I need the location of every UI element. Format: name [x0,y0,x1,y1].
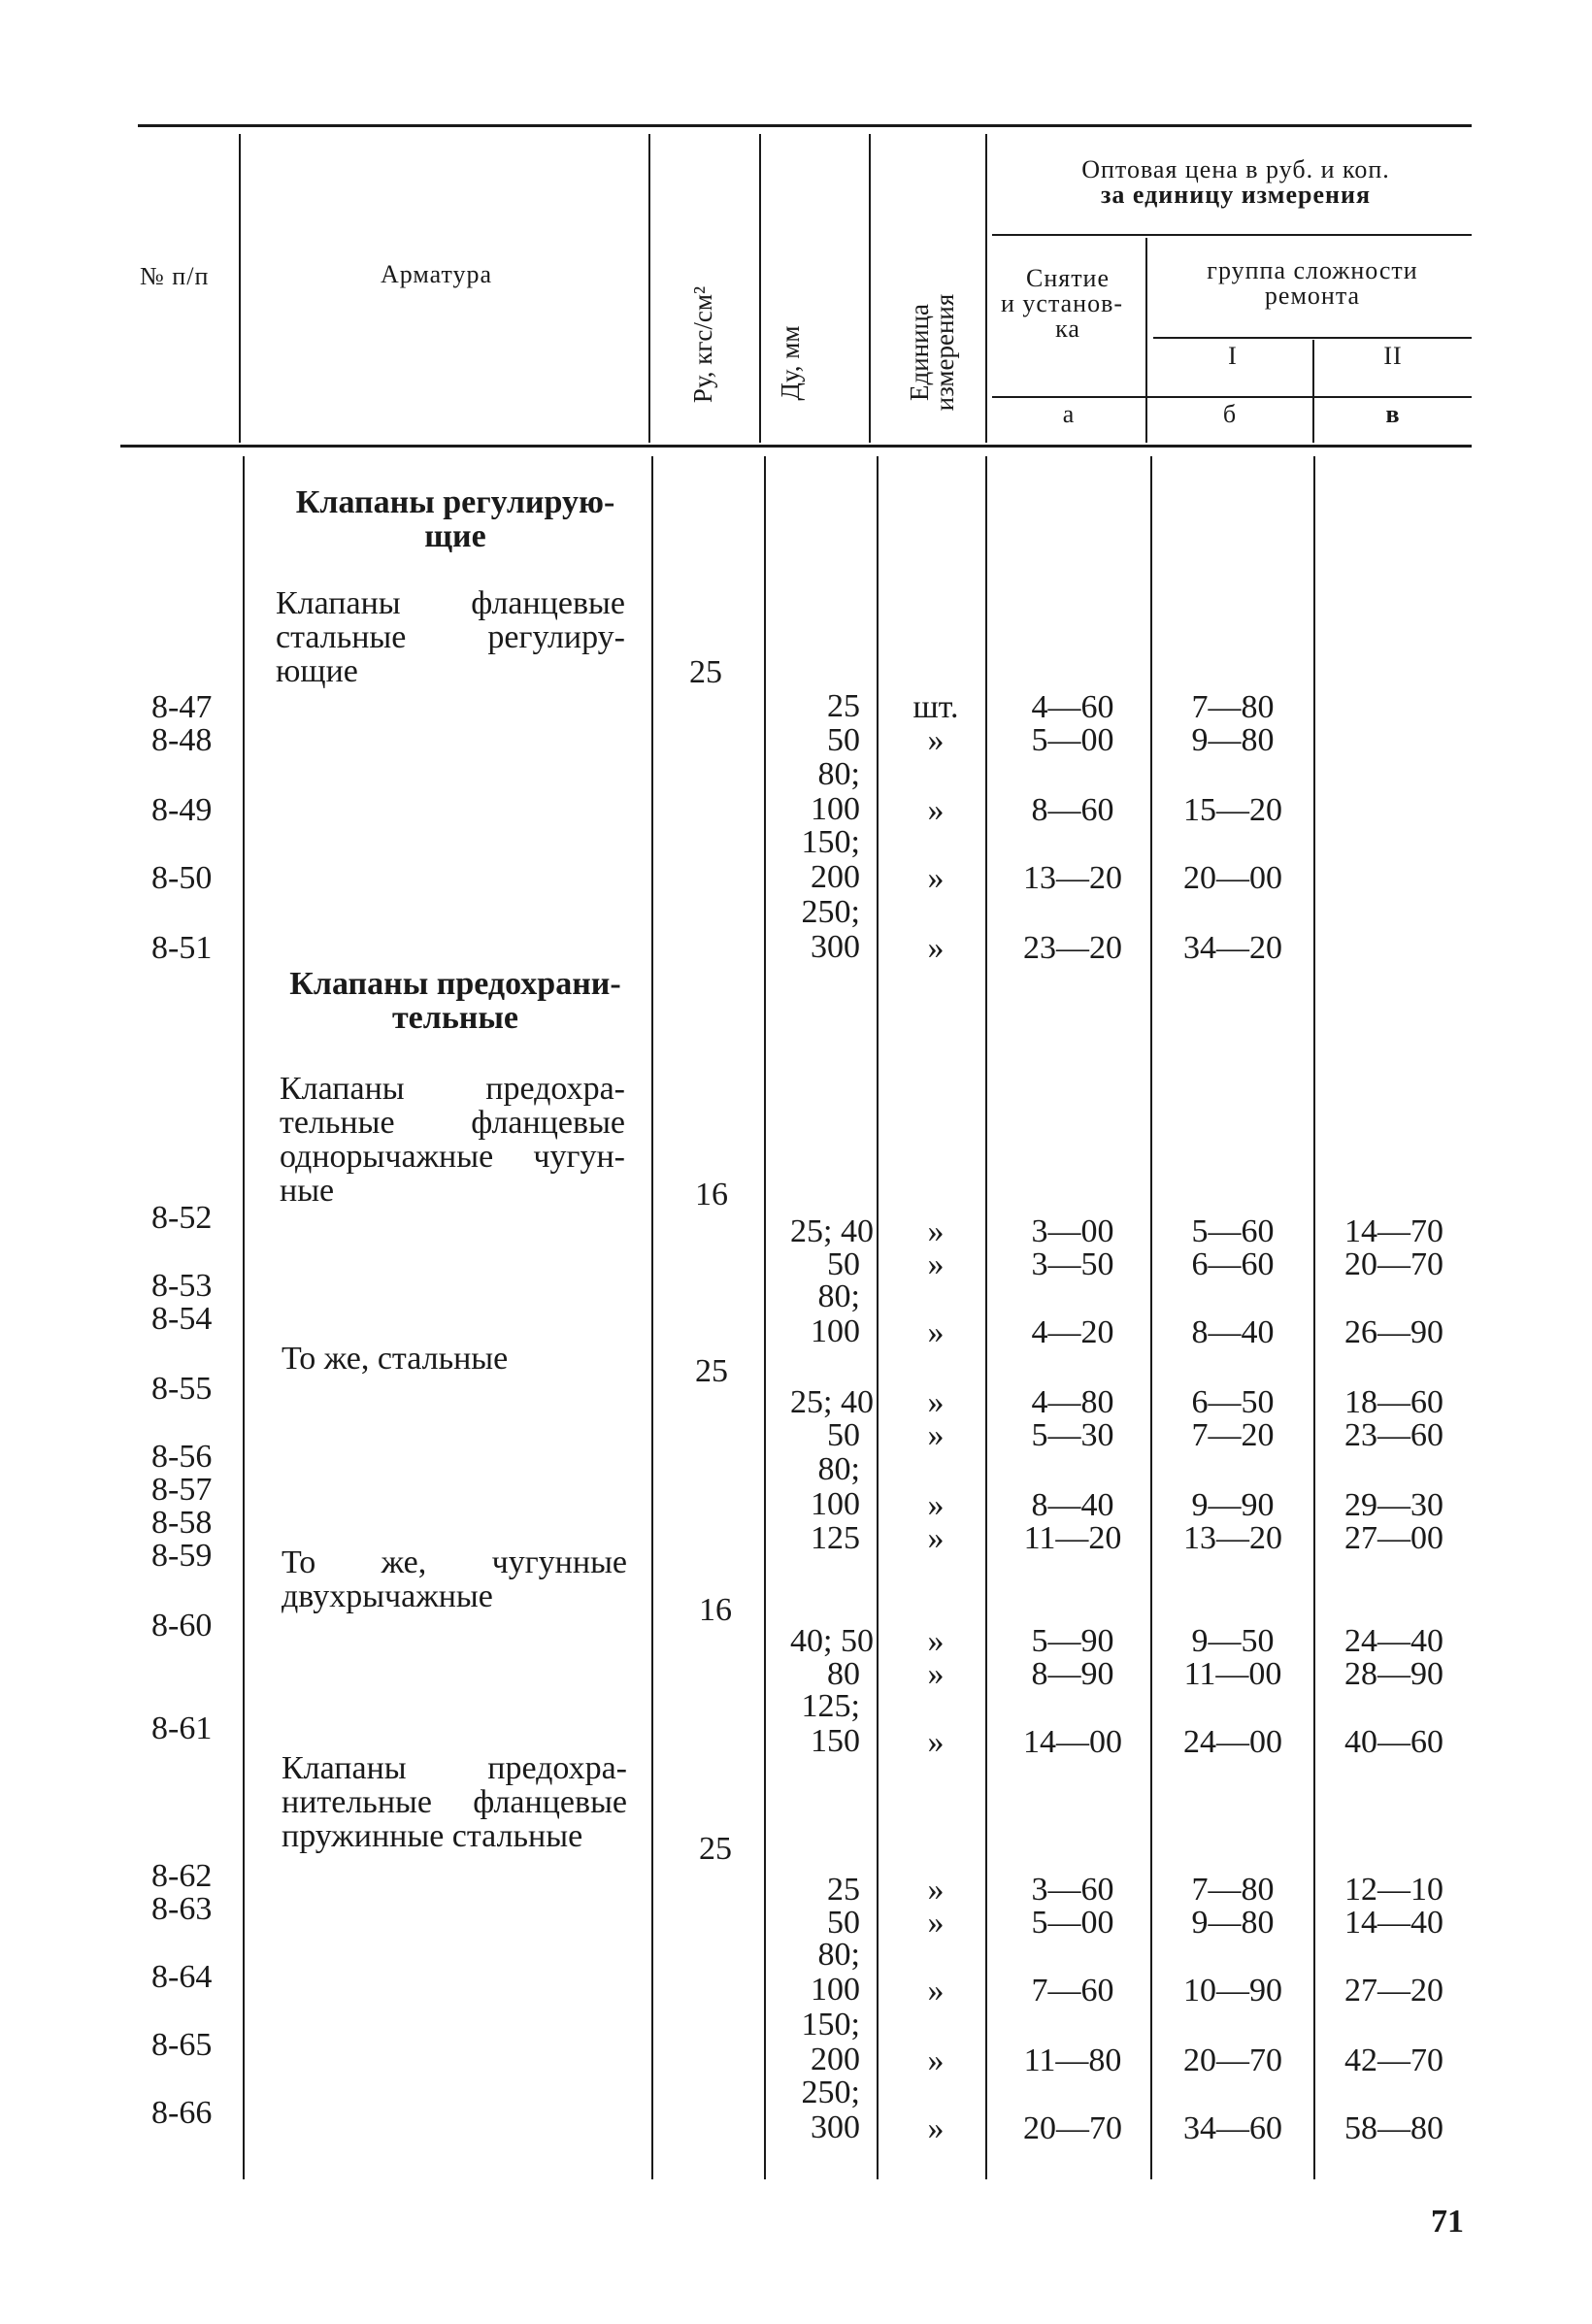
cell-price-v: 23—60 [1344,1417,1443,1453]
cell-dy: 150; 200 [801,824,860,895]
section-description: То же, чугунные двухрычажные [282,1544,627,1614]
row-number: 8-59 [151,1538,213,1574]
cell-unit: » [927,1213,945,1249]
cell-unit: » [927,1656,945,1692]
row-number: 8-57 [151,1472,213,1508]
cell-price-v: 27—00 [1344,1520,1443,1556]
header-bottom-rule [120,445,1472,448]
row-number: 8-53 [151,1268,213,1304]
header-price-title-line1: Оптовая цена в руб. и коп. [1081,155,1390,183]
cell-dy: 25; 40 [790,1384,874,1420]
row-number: 8-49 [151,792,213,828]
section-py: 25 [695,1353,728,1389]
cell-unit: » [927,1724,945,1760]
header-group-I: I [1228,342,1238,370]
cell-dy: 150; 200 [801,2007,860,2077]
cell-price-a: 8—40 [1031,1487,1114,1523]
cell-dy: 80; 100 [811,1278,860,1349]
cell-price-b: 34—20 [1183,930,1282,966]
cell-unit: » [927,1973,945,2009]
cell-price-v: 27—20 [1344,1973,1443,2009]
cell-price-b: 10—90 [1183,1973,1282,2009]
cell-unit: » [927,860,945,896]
row-number: 8-64 [151,1959,213,1995]
cell-dy: 80; 100 [811,1937,860,2008]
row-number: 8-63 [151,1891,213,1927]
row-number: 8-52 [151,1200,213,1236]
cell-price-b: 20—00 [1183,860,1282,896]
cell-price-v: 58—80 [1344,2110,1443,2146]
body-divider-a [1150,456,1152,2179]
header-group-II: II [1383,342,1403,370]
cell-price-b: 9—80 [1191,722,1275,758]
row-number: 8-50 [151,860,213,896]
complexity-subheader-rule [1153,337,1472,339]
cell-price-v: 12—10 [1344,1872,1443,1908]
body-divider-armature [651,456,653,2179]
header-divider-dy [869,134,871,443]
cell-dy: 25 [827,1872,860,1908]
cell-price-v: 40—60 [1344,1724,1443,1760]
cell-unit: » [927,1623,945,1659]
page-number: 71 [1431,2204,1464,2240]
cell-price-a: 13—20 [1023,860,1122,896]
cell-dy: 80; 100 [811,1451,860,1522]
cell-unit: шт. [912,689,959,725]
cell-price-a: 8—90 [1031,1656,1114,1692]
header-complexity-line1: группа сложности [1207,256,1418,284]
cell-price-a: 4—60 [1031,689,1114,725]
cell-price-a: 5—30 [1031,1417,1114,1453]
section-description: Клапаны фланцевые стальные регулиру-ющие [276,585,625,689]
cell-dy: 125; 150 [801,1688,860,1759]
cell-price-a: 8—60 [1031,792,1114,828]
cell-unit: » [927,1487,945,1523]
header-letter-a: а [1062,400,1076,428]
row-number: 8-55 [151,1371,213,1407]
cell-dy: 50 [827,1905,860,1941]
cell-price-v: 14—40 [1344,1905,1443,1941]
cell-dy: 50 [827,1417,860,1453]
body-divider-unit [985,456,987,2179]
cell-price-b: 7—20 [1191,1417,1275,1453]
row-number: 8-54 [151,1301,213,1337]
cell-price-a: 4—80 [1031,1384,1114,1420]
letters-rule [992,396,1472,398]
cell-unit: » [927,2110,945,2146]
cell-price-a: 14—00 [1023,1724,1122,1760]
header-divider-armature [648,134,650,443]
cell-price-v: 42—70 [1344,2042,1443,2078]
cell-unit: » [927,2042,945,2078]
cell-price-a: 5—90 [1031,1623,1114,1659]
cell-unit: » [927,1417,945,1453]
row-number: 8-56 [151,1439,213,1475]
header-col-armature: Арматура [381,260,493,288]
section-description: То же, стальные [282,1341,509,1377]
cell-price-a: 3—00 [1031,1213,1114,1249]
cell-price-v: 28—90 [1344,1656,1443,1692]
row-number: 8-60 [151,1608,213,1643]
cell-price-v: 24—40 [1344,1623,1443,1659]
cell-price-a: 3—50 [1031,1246,1114,1282]
header-price-title-line2: за единицу измерения [1100,181,1372,209]
section-heading: Клапаны предохрани- тельные [289,966,621,1036]
table-top-rule [138,124,1472,127]
cell-price-b: 6—50 [1191,1384,1275,1420]
header-col-py: Pу, кгс/см² [688,285,717,404]
header-removal-line1: Снятие [1025,264,1111,292]
section-description: Клапаны предохра-тельные фланцевые однорычажные чугун-ные [280,1071,625,1209]
row-number: 8-61 [151,1710,213,1746]
cell-dy: 80; 100 [811,756,860,827]
section-py: 25 [689,654,722,690]
cell-price-a: 20—70 [1023,2110,1122,2146]
header-complexity-line2: ремонта [1264,282,1361,310]
cell-price-b: 20—70 [1183,2042,1282,2078]
cell-dy: 50 [827,722,860,758]
cell-unit: » [927,1520,945,1556]
header-removal-line2: и установ- [1000,289,1124,317]
header-col-no: № п/п [140,262,210,290]
cell-price-v: 20—70 [1344,1246,1443,1282]
cell-dy: 25 [827,688,860,724]
cell-unit: » [927,722,945,758]
cell-price-v: 14—70 [1344,1213,1443,1249]
cell-price-a: 5—00 [1031,1905,1114,1941]
header-removal-line3: ка [1055,315,1080,343]
header-divider-no [239,134,241,443]
cell-unit: » [927,792,945,828]
cell-dy: 250; 300 [801,894,860,965]
cell-unit: » [927,930,945,966]
header-divider-unit [985,134,987,443]
section-heading: Клапаны регулирую- щие [295,484,615,554]
cell-price-b: 7—80 [1191,689,1275,725]
cell-price-b: 13—20 [1183,1520,1282,1556]
cell-dy: 80 [827,1656,860,1692]
header-col-unit-line2: измерения [930,293,959,412]
cell-price-v: 18—60 [1344,1384,1443,1420]
header-letter-b: б [1222,400,1238,428]
cell-price-b: 9—50 [1191,1623,1275,1659]
header-col-dy: Ду, мм [776,325,805,401]
section-py: 16 [699,1592,732,1628]
row-number: 8-65 [151,2027,213,2063]
cell-price-b: 6—60 [1191,1246,1275,1282]
row-number: 8-47 [151,689,213,725]
cell-price-a: 11—80 [1023,2042,1122,2078]
body-divider-no [243,456,245,2179]
cell-dy: 125 [811,1520,860,1556]
body-divider-b [1313,456,1315,2179]
cell-price-a: 7—60 [1031,1973,1114,2009]
cell-unit: » [927,1314,945,1350]
row-number: 8-48 [151,722,213,758]
section-description: Клапаны предохра-нительные фланцевые пружинные стальные [282,1750,627,1854]
cell-unit: » [927,1384,945,1420]
body-divider-dy [877,456,879,2179]
cell-price-v: 29—30 [1344,1487,1443,1523]
cell-price-b: 24—00 [1183,1724,1282,1760]
cell-unit: » [927,1872,945,1908]
header-col-unit-line1: Единица [905,304,934,402]
cell-price-b: 34—60 [1183,2110,1282,2146]
cell-price-v: 26—90 [1344,1314,1443,1350]
row-number: 8-62 [151,1858,213,1894]
row-number: 8-51 [151,930,213,966]
cell-dy: 40; 50 [790,1623,874,1659]
row-number: 8-58 [151,1505,213,1541]
cell-unit: » [927,1246,945,1282]
cell-price-b: 9—90 [1191,1487,1275,1523]
cell-price-b: 8—40 [1191,1314,1275,1350]
cell-dy: 250; 300 [801,2075,860,2145]
price-subheader-rule [992,234,1472,236]
cell-price-a: 23—20 [1023,930,1122,966]
cell-price-a: 5—00 [1031,722,1114,758]
section-py: 25 [699,1831,732,1867]
cell-dy: 50 [827,1246,860,1282]
cell-price-b: 15—20 [1183,792,1282,828]
cell-price-b: 9—80 [1191,1905,1275,1941]
cell-price-b: 7—80 [1191,1872,1275,1908]
cell-price-b: 11—00 [1183,1656,1282,1692]
header-letter-v: в [1385,400,1401,428]
cell-unit: » [927,1905,945,1941]
cell-price-a: 4—20 [1031,1314,1114,1350]
header-divider-py [759,134,761,443]
cell-price-b: 5—60 [1191,1213,1275,1249]
cell-price-a: 3—60 [1031,1872,1114,1908]
row-number: 8-66 [151,2095,213,2131]
section-py: 16 [695,1177,728,1212]
cell-price-a: 11—20 [1023,1520,1122,1556]
cell-dy: 25; 40 [790,1213,874,1249]
